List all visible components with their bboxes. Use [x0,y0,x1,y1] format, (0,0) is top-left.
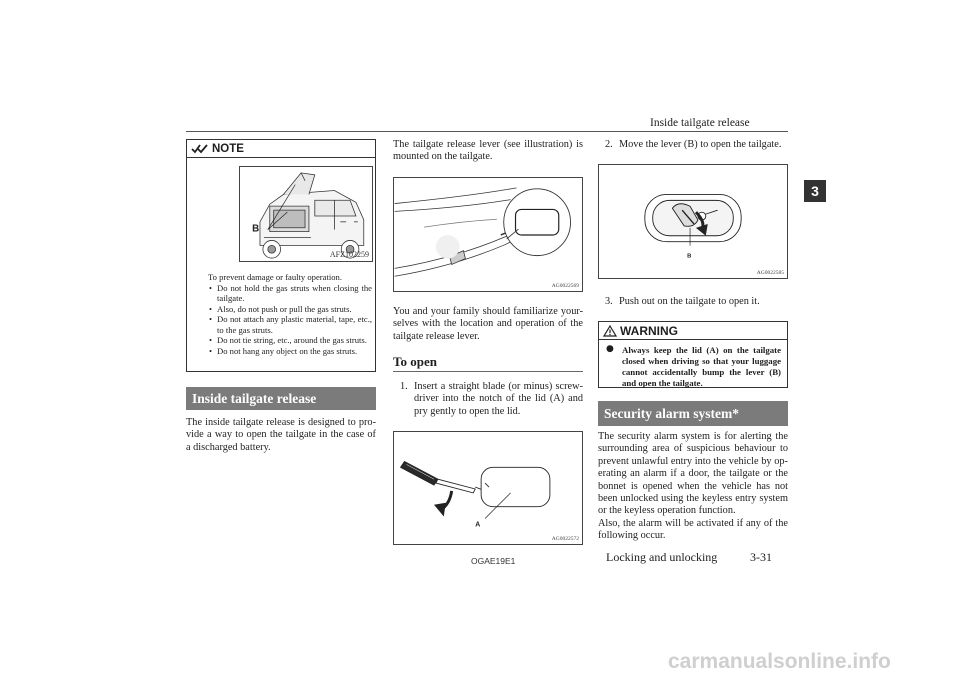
figure3-label-b: B [687,253,692,260]
footer-section-name: Locking and unlocking [606,550,718,564]
steps-list-open [393,381,583,418]
suv-rear-illustration [240,167,372,261]
step-1: 1. Insert a straight blade (or minus) screw-driver into the notch of the lid (A) and pry gently to open the lid. [400,381,583,417]
warning-bullet-icon: ● [606,344,614,354]
section1-body: The inside tailgate release is designed to pro-vide a way to open the tailgate in the case of a discharged battery. [186,417,376,453]
screwdriver-lid-illustration [394,432,582,544]
footer-doc-code: OGAE19E1 [471,556,516,566]
warning-box [598,321,788,388]
step-3: 3. Push out on the tailgate to open it. [605,296,760,307]
note-bullet: • Also, do not push or pull the gas struts. [208,304,372,315]
figure1-code: AG0022569 [551,283,579,289]
note-figure-tailgate-open [239,166,373,262]
note-bullet-list [208,283,372,357]
figure2-label-a: A [475,521,481,529]
section-heading-security-alarm: Security alarm system* [598,401,788,426]
figure3-code: AG0022585 [756,270,784,276]
note-figure-code: AFZ102259 [329,250,369,259]
warning-triangle-icon [603,325,617,337]
column2-intro: The tailgate release lever (see illustration) is mounted on the tailgate. [393,139,583,163]
warning-heading: WARNING [620,323,678,338]
section2-paragraph-2: Also, the alarm will be activated if any of the following occur. [598,517,788,542]
figure-move-lever [598,164,788,279]
running-header-title: Inside tailgate release [650,117,750,129]
warning-item: ● Always keep the lid (A) on the tailgate closed when driving so that your luggage cannot accidentally bump the lever (B) and open the tailgate. [606,344,781,388]
note-heading: NOTE [212,142,244,155]
note-content [208,272,372,356]
figure-tailgate-lever-location [393,177,583,292]
figure2-code: AG0022572 [551,536,579,542]
column2-paragraph: You and your family should familiarize your-selves with the location and operation of the tailgate release lever. [393,306,583,342]
release-lever-illustration [599,165,787,278]
subheading-rule [393,371,583,372]
steps-list-3 [598,296,788,308]
header-rule [186,131,788,132]
figure-pry-lid [393,431,583,545]
note-intro: To prevent damage or faulty operation. [208,272,342,282]
watermark: carmanualsonline.info [668,650,891,673]
note-bullet: • Do not hold the gas struts when closing the tailgate. [208,283,372,304]
note-check-icon [191,143,209,154]
note-figure-label-b: B [252,223,260,235]
chapter-tab: 3 [804,180,826,202]
note-box [186,139,376,372]
note-bullet: • Do not tie string, etc., around the gas struts. [208,335,372,346]
section-heading-inside-tailgate-release: Inside tailgate release [186,387,376,410]
note-bullet: • Do not hang any object on the gas struts. [208,346,372,357]
section2-body [598,431,788,543]
step-2: 2. Move the lever (B) to open the tailgate. [605,139,782,150]
note-header [187,140,375,158]
warning-header [599,322,787,340]
section2-paragraph-1: The security alarm system is for alerting the surrounding area of suspicious behaviour to prevent unlawful entry into the vehicle by op-erating an alarm if a door, the tailgate or the bonnet is opened when the vehicle has not been unlocked using the keyless entry system or the keyless operation function. [598,431,788,517]
note-bullet: • Do not attach any plastic material, tape, etc., to the gas struts. [208,314,372,335]
subheading-to-open: To open [393,354,437,369]
tailgate-lever-illustration [394,178,582,291]
footer-page-number: 3-31 [750,550,772,564]
steps-list-2 [598,139,788,151]
